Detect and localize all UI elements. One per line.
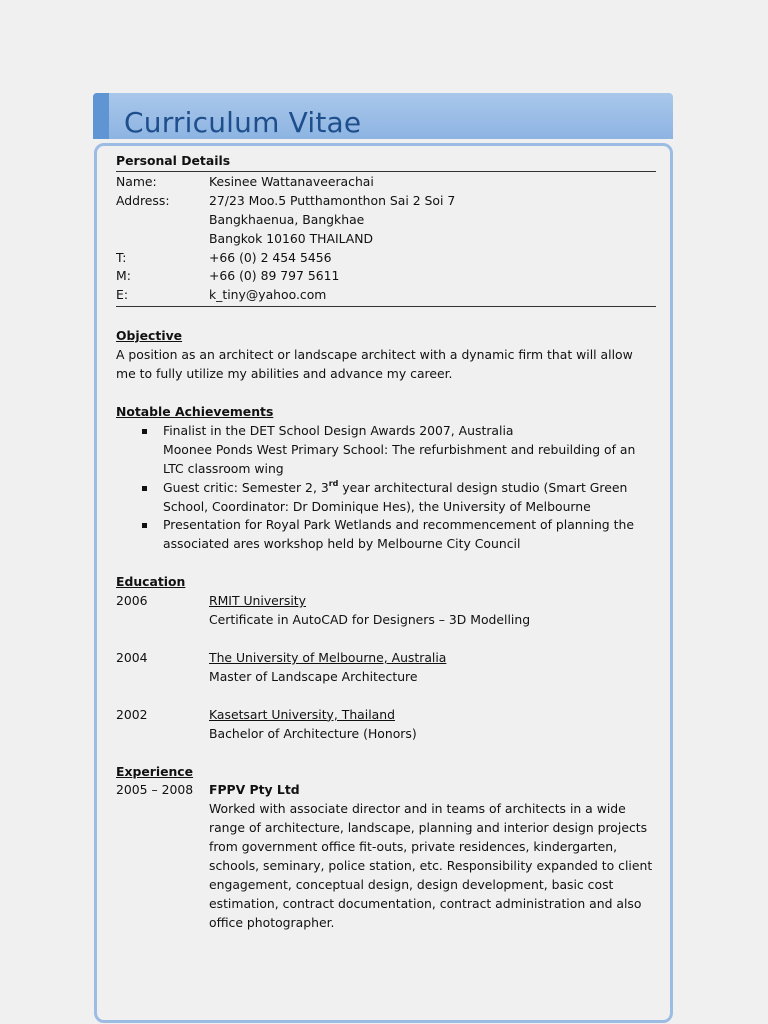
page-title: Curriculum Vitae bbox=[124, 106, 362, 139]
experience-description: Worked with associate director and in teams of architects in a wide range of architecture, landscape, planning and interior design projects from government office fit-outs, private residences, kindergarten, schools, seminary, police station, etc. Responsibility expanded to client engagement, conceptual design, design development, basic cost estimation, contract documentation, contract administration and also office photographer. bbox=[209, 801, 653, 930]
list-item bbox=[163, 516, 656, 554]
achievements-list bbox=[116, 422, 656, 554]
education-institution: RMIT University bbox=[209, 593, 306, 609]
education-entry bbox=[116, 592, 656, 630]
email-row bbox=[116, 286, 656, 305]
experience-entry bbox=[116, 781, 656, 932]
education-degree: Bachelor of Architecture (Honors) bbox=[209, 725, 417, 741]
education-degree: Master of Landscape Architecture bbox=[209, 668, 418, 684]
address-line: Bangkok 10160 THAILAND bbox=[209, 230, 374, 246]
objective-heading: Objective bbox=[116, 328, 183, 344]
email-value: k_tiny@yahoo.com bbox=[209, 287, 327, 303]
achievement-detail: Moonee Ponds West Primary School: The refurbishment and rebuilding of an LTC classroom wing bbox=[163, 441, 636, 476]
list-item bbox=[163, 479, 656, 517]
experience-years: 2005 – 2008 bbox=[116, 782, 194, 798]
experience-company: FPPV Pty Ltd bbox=[209, 782, 300, 798]
achievement-text: Guest critic: Semester 2, 3 bbox=[163, 479, 329, 495]
education-institution: Kasetsart University, Thailand bbox=[209, 706, 395, 722]
education-entry bbox=[116, 649, 656, 687]
education-details bbox=[209, 649, 446, 687]
education-year: 2006 bbox=[116, 593, 148, 609]
list-item bbox=[163, 422, 656, 479]
achievement-text: year architectural design studio (Smart Green School, Coordinator: Dr Dominique Hes), the University of Melbourne bbox=[163, 479, 628, 514]
education-degree: Certificate in AutoCAD for Designers – 3D Modelling bbox=[209, 612, 531, 628]
education-year: 2004 bbox=[116, 649, 148, 665]
phone-label: T: bbox=[116, 249, 127, 265]
phone-value: +66 (0) 2 454 5456 bbox=[209, 249, 332, 265]
email-label: E: bbox=[116, 287, 129, 303]
personal-details-table bbox=[116, 173, 656, 307]
title-banner-accent bbox=[93, 93, 109, 139]
mobile-label: M: bbox=[116, 268, 131, 284]
address-label: Address: bbox=[116, 192, 170, 208]
phone-row bbox=[116, 249, 656, 268]
cv-content bbox=[116, 152, 656, 933]
name-row bbox=[116, 173, 656, 192]
mobile-row bbox=[116, 267, 656, 286]
personal-details-heading: Personal Details bbox=[116, 152, 656, 172]
achievements-heading: Notable Achievements bbox=[116, 403, 274, 419]
education-institution: The University of Melbourne, Australia bbox=[209, 649, 447, 665]
education-entry bbox=[116, 706, 656, 744]
name-label: Name: bbox=[116, 173, 157, 189]
address-line: 27/23 Moo.5 Putthamonthon Sai 2 Soi 7 bbox=[209, 192, 456, 208]
name-value: Kesinee Wattanaveerachai bbox=[209, 173, 374, 189]
education-details bbox=[209, 706, 417, 744]
address-line: Bangkhaenua, Bangkhae bbox=[209, 211, 365, 227]
experience-heading: Experience bbox=[116, 763, 194, 779]
education-year: 2002 bbox=[116, 706, 148, 722]
achievement-text: Presentation for Royal Park Wetlands and recommencement of planning the associated ares workshop held by Melbourne City Council bbox=[163, 517, 634, 552]
address-value bbox=[209, 192, 455, 249]
achievement-text: Finalist in the DET School Design Awards 2007, Australia bbox=[163, 422, 514, 438]
education-heading: Education bbox=[116, 574, 186, 590]
address-row bbox=[116, 192, 656, 249]
education-details bbox=[209, 592, 530, 630]
mobile-value: +66 (0) 89 797 5611 bbox=[209, 268, 340, 284]
objective-text: A position as an architect or landscape architect with a dynamic firm that will allow me to fully utilize my abilities and advance my career. bbox=[116, 347, 633, 382]
ordinal-suffix: rd bbox=[328, 478, 339, 488]
experience-details bbox=[209, 781, 656, 932]
